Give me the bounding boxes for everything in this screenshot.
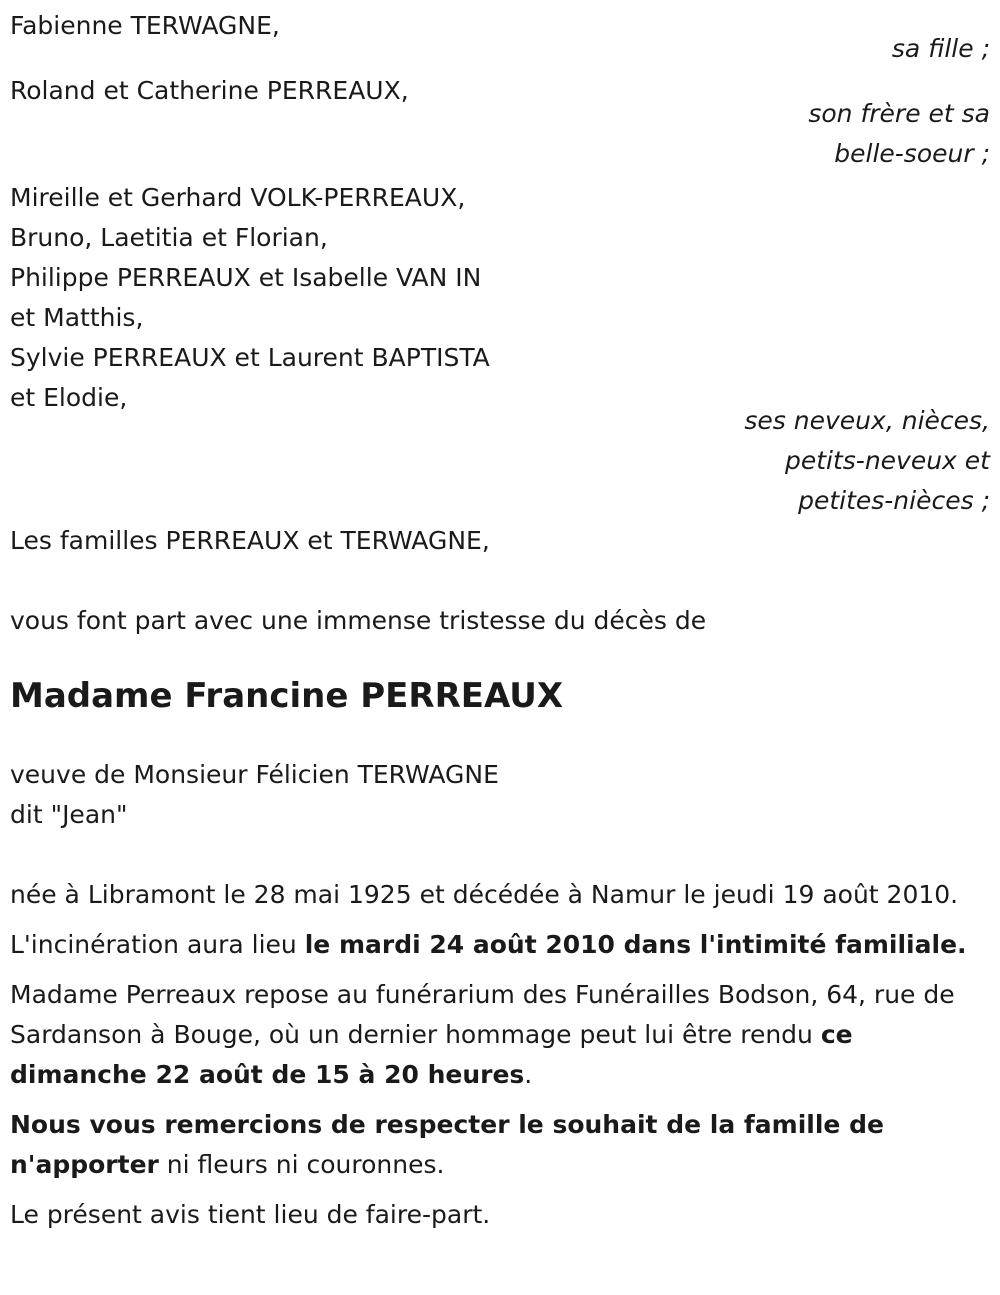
daughter-role: sa fille ; — [891, 34, 990, 63]
nephew-line-6: et Elodie, — [10, 383, 128, 412]
funerarium-text: Madame Perreaux repose au funérarium des Funérailles Bodson, 64, rue de Sardanson à Bouge, où un dernier hommage peut lui être rendu — [10, 980, 955, 1049]
flowers-request: Nous vous remercions de respecter le souhait de la famille de n'apporter — [10, 1110, 884, 1179]
notice-line: Le présent avis tient lieu de faire-part. — [10, 1200, 491, 1229]
nephew-line-2: Bruno, Laetitia et Florian, — [10, 223, 328, 252]
daughter-name: Fabienne TERWAGNE, — [10, 11, 280, 40]
widow-line-1: veuve de Monsieur Félicien TERWAGNE — [10, 760, 499, 789]
deceased-name: Madame Francine PERREAUX — [10, 676, 564, 716]
families-line: Les familles PERREAUX et TERWAGNE, — [10, 526, 490, 555]
nephew-line-1: Mireille et Gerhard VOLK-PERREAUX, — [10, 183, 466, 212]
funerarium-suffix: . — [524, 1060, 533, 1089]
brother-role-line-1: son frère et sa — [808, 99, 990, 128]
nephews-role-line-1: ses neveux, nièces, — [744, 406, 990, 435]
nephews-role-line-3: petites-nièces ; — [798, 486, 990, 515]
flowers-suffix: ni fleurs ni couronnes. — [158, 1150, 445, 1179]
nephew-line-3: Philippe PERREAUX et Isabelle VAN IN — [10, 263, 482, 292]
nephews-role-line-2: petits-neveux et — [784, 446, 990, 475]
cremation-prefix: L'incinération aura lieu — [10, 930, 305, 959]
brother-name: Roland et Catherine PERREAUX, — [10, 76, 409, 105]
cremation-paragraph — [10, 925, 990, 965]
brother-role-line-2: belle-soeur ; — [834, 139, 990, 168]
obituary-notice — [10, 6, 990, 1235]
widow-line-2: dit "Jean" — [10, 800, 128, 829]
nephew-line-5: Sylvie PERREAUX et Laurent BAPTISTA — [10, 343, 490, 372]
nephew-line-4: et Matthis, — [10, 303, 144, 332]
announcement-intro: vous font part avec une immense tristesse du décès de — [10, 606, 707, 635]
birth-death-line: née à Libramont le 28 mai 1925 et décédée à Namur le jeudi 19 août 2010. — [10, 880, 959, 909]
flowers-paragraph — [10, 1105, 990, 1185]
visitation-time: ce dimanche 22 août de 15 à 20 heures — [10, 1020, 853, 1089]
cremation-date: le mardi 24 août 2010 dans l'intimité familiale. — [304, 930, 967, 959]
funerarium-paragraph — [10, 975, 990, 1095]
